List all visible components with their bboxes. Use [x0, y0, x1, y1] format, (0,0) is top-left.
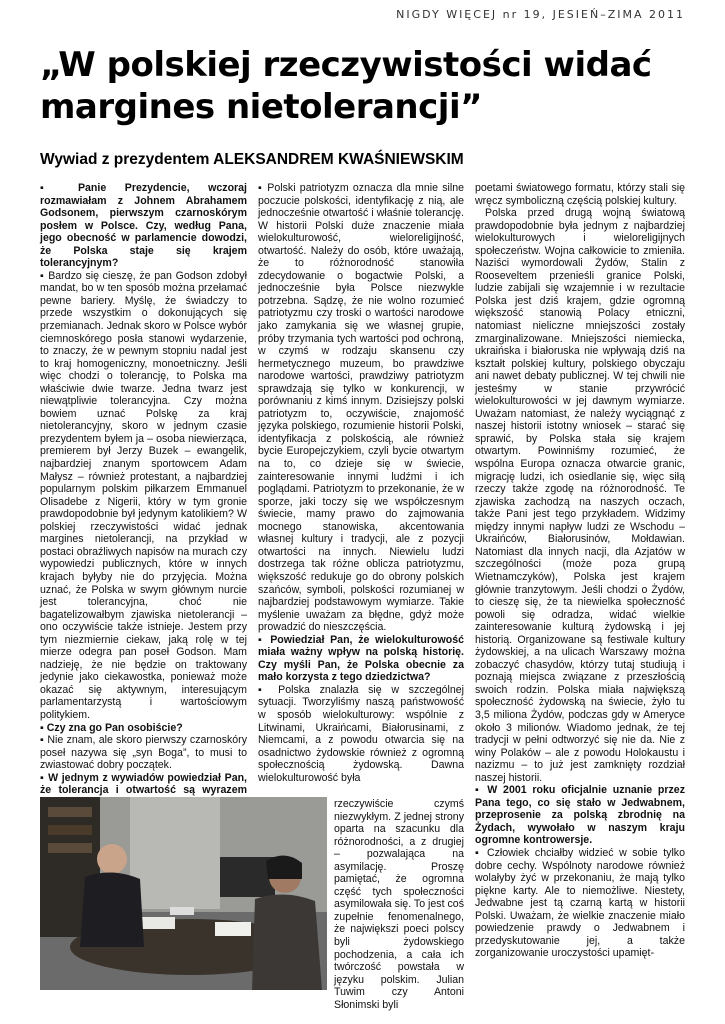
- interview-photo-image: [40, 797, 327, 990]
- column-2-continued: rzeczywiście czymś niezwykłym. Z jednej strony oparta na szacunku dla różnorodności, a z drugiej – pozwalająca na asymilację. Proszę pamiętać, że ogromna część tych społeczności asymilowała się. To jest coś zupełnie fenomenalnego, że największi poeci polscy byli żydowskiego pochodzenia, a cała ich twórczość powstała w języku polskim. Julian Tuwim czy Antoni Słonimski byli: [334, 798, 464, 1011]
- question-1: ▪ Panie Prezydencie, wczoraj rozmawiałam z Johnem Abrahamem Godsonem, pierwszym czarnoskórym posłem w Polsce. Czy, według Pana, jego obecność w parlamencie dowodzi, że Polska staje się krajem tolerancyjnym?: [40, 182, 247, 270]
- running-header: NIGDY WIĘCEJ nr 19, JESIEŃ–ZIMA 2011: [396, 8, 685, 21]
- question-2: ▪ Czy zna go Pan osobiście?: [40, 721, 183, 734]
- column-3: [475, 182, 685, 960]
- answer-4-cont: poetami światowego formatu, którzy stali się wręcz symboliczną częścią polskiej kultury.: [475, 182, 685, 207]
- answer-3: ▪ Polski patriotyzm oznacza dla mnie silne poczucie polskości, identyfikację z nią, ale jednocześnie otwartość i właśnie tolerancję. W historii Polski duże znaczenie miała wielokulturowość, wieloreligijność, otwartość. Należy do osób, które uważają, że to różnorodność stanowiła zdecydowanie o bogactwie Polski, a jednocześnie była Polsce niezwykle potrzebna. Sądzę, że nie wolno rozumieć patriotyzmu czy troski o wartości narodowe jako zamykania się we własnej grupie, próby trzymania tych wartości pod ochroną, w czymś w rodzaju skansenu czy hermetycznego muzeum, bo prawdziwe narodowe wartości, prawdziwy patriotyzm sprawdzają się tylko w konkurencji, w porównaniu z kimś innym. Dzisiejszy polski patriotyzm to, oczywiście, znajomość języka polskiego, rozumienie historii Polski, identyfikacja z polskością, ale również bycie Europejczykiem, czyli bycie otwartym na to, co dzieje się w świecie, zainteresowanie innymi ludźmi i ich poglądami. Patriotyzm to przekonanie, że w sporze, jaki toczy się we współczesnym świecie, mamy prawo do zajmowania mocnego stanowiska, akcentowania własnej kultury i tradycji, ale z pozycji otwartości na innych. Niewielu ludzi dostrzega tak różne oblicza patriotyzmu, większość redukuje go do obrony polskich szańców, symboli, polskości rozumianej w najbardziej podstawowym wymiarze. Takie myślenie uważam za błędne, gdyż może prowadzić do nieszczęścia.: [258, 182, 464, 634]
- article-subtitle: Wywiad z prezydentem ALEKSANDREM KWAŚNIEWSKIM: [40, 151, 464, 168]
- article-title: „W polskiej rzeczywistości widać margines nietolerancji”: [40, 45, 652, 127]
- answer-5: ▪ Człowiek chciałby widzieć w sobie tylko dobre cechy. Wspólnoty narodowe również wolałyby żyć w przekonaniu, że mają tylko piękne karty. Ale to niemożliwe. Niestety, Jedwabne jest tą czarną kartą w historii Polski. Uważam, że wielkie znaczenie miało powiedzenie prawdy o Jedwabnem i przedyskutowanie jej, a także zorganizowanie uroczystości upamięt-: [475, 846, 685, 960]
- answer-2: ▪ Nie znam, ale skoro pierwszy czarnoskóry poseł nazywa się „syn Boga”, to musi to zwiastować dobry początek.: [40, 734, 247, 772]
- question-5: ▪ W 2001 roku oficjalnie uznanie przez Pana tego, co się stało w Jedwabnem, przeprosenie za polską zbrodnię na Żydach, wywołało w naszym kraju ogromne kontrowersje.: [475, 784, 685, 847]
- interview-photo: [40, 797, 327, 990]
- answer-4-cont-2: Polska przed drugą wojną światową prawdopodobnie była jednym z najbardziej wielokulturowych i wieloreligijnych społeczeństw. Wojna całkowicie to zmieniła. Naziści wymordowali Żydów, Stalin z Rooseveltem przenieśli granice Polski, ludzie zabijali się wzajemnie i w rezultacie Polska jest dziś krajem, gdzie ogromną większość stanowią Polacy etniczni, natomiast nieliczne mniejszości zostały zmarginalizowane. Mniejszości niemiecka, ukraińska i białoruska nie wpływają dziś na kształt polskiej kultury, polskiego obyczaju ani nawet debaty publicznej. W tej chwili nie jesteśmy w stanie przywrócić wielokulturowości w jej dawnym wymiarze. Uważam natomiast, że należy wyciągnąć z naszej historii istotny wniosek – starać się sprawić, by Polska stała się krajem otwartym. Powinniśmy rozumieć, że wspólna Europa oznacza otwarcie granic, migrację ludzi, ich osiedlanie się, więc siłą rzeczy także zgodę na różnorodność. Te zjawiska zachodzą na naszych oczach, także Pani jest tego przykładem. Widzimy między innymi napływ ludzi ze Wschodu – Ukraińców, Białorusinów, Mołdawian. Natomiast dla innych nacji, dla Azjatów w szczególności (może poza grupą Wietnamczyków), Polska jest krajem głównie tranzytowym. Jeśli chodzi o Żydów, to cieszę się, że ta niewielka społeczność powoli się odradza, widać wielkie zainteresowanie kulturą żydowską i jej historią. Organizowane są festiwale kultury żydowskiej, a na ulicach Warszawy można zobaczyć chasydów, którzy tutaj studiują i poznają miejsca związane z przeszłością swoich rodzin. Polska miała największą społeczność żydowską na świecie, żyło tu 3,5 miliona Żydów, podczas gdy w Ameryce około 3 milionów. Wiadomo jednak, że tej tradycji w pełni odtworzyć się nie da. Nie z winy Polaków – ale z powodu Holokaustu i nazizmu – to już jest zamknięty rozdział naszej historii.: [475, 207, 685, 784]
- column-2: [258, 182, 464, 784]
- question-3: ▪ W jednym z wywiadów powiedział Pan, że tolerancja i otwartość są wyrazem: [40, 771, 247, 797]
- question-4: ▪ Powiedział Pan, że wielokulturowość miała ważny wpływ na polską historię. Czy myśli Pan, że Polska obecnie za mało korzysta z tego dziedzictwa?: [258, 633, 464, 684]
- answer-1: ▪ Bardzo się cieszę, że pan Godson zdobył mandat, bo w ten sposób można przełamać pewne bariery. Myślę, że świadczy to przede wszystkim o dokonujących się przemianach. Jednak skoro w Polsce wybór ciemnoskórego posła stanowi wydarzenie, to znaczy, że w pewnym stopniu nadal jest to kraj homogeniczny, monoetniczny. Jeśli więc chodzi o tolerancję, to Polska ma właściwie dwie twarze. Jedna twarz jest niewątpliwie tolerancyjna. Czy można bowiem uznać Polskę za kraj nietolerancyjny, skoro w jednym czasie prezydentem byłem ja – osoba niewierząca, premierem był Jerzy Buzek – ewangelik, najbardziej znanym sportowcem Adam Małysz – również protestant, a najbardziej popularnym polskim piłkarzem Emmanuel Olisadebe z Nigerii, który w tym gronie prawdopodobnie był jedynym katolikiem? W polskiej rzeczywistości widać jednak margines nietolerancji, na przykład w postaci obraźliwych napisów na murach czy wypowiedzi publicznych, które w innych krajach byłyby nie do przyjęcia. Można uznać, że Polska w swym głównym nurcie jest tolerancyjna, choć nie bagatelizowałbym zjawiska nietolerancji – ono oczywiście także istnieje. Jestem przy tym niezmiernie ciekaw, jaką rolę w tej mierze odegra pan poseł Godson. Mam nadzieję, że nie będzie on traktowany jedynie jako ciekawostka, ponieważ może okazać się aktywnym, interesującym parlamentarzystą i wartościowym politykiem.: [40, 269, 247, 721]
- answer-4: ▪ Polska znalazła się w szczególnej sytuacji. Tworzyliśmy naszą państwowość w sposób wielokulturowy: wspólnie z Litwinami, Ukraińcami, Białorusinami, z Niemcami, a z powodu otwarcia się na osadnictwo żydowskie również z ogromną społecznością żydowską. Dawna wielokulturowość była: [258, 683, 464, 784]
- column-1: [40, 182, 247, 822]
